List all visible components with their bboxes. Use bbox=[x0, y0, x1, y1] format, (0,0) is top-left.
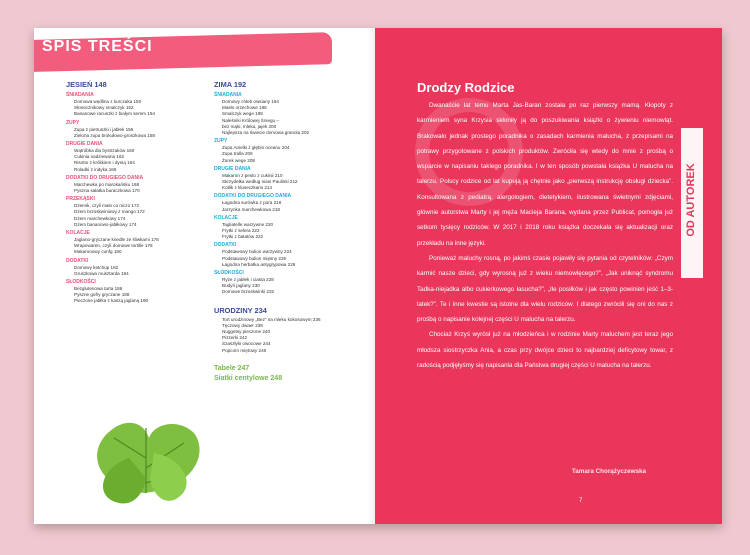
toc-entry: Roladki z indyka 166 bbox=[74, 166, 117, 172]
toc-entry: Zupa z pietruszki i jabłek 156 bbox=[74, 126, 134, 132]
toc-entry: Popcorn miętowy 246 bbox=[222, 347, 267, 353]
toc-entry: Makaron z pesto z cukinii 210 bbox=[222, 172, 283, 178]
paragraph: Chociaż Krzyś wyrósł już na młodzieńca i w rodzinie Marty maluchem jest teraz jego młodsza siostrzyczka Ania, a czas przy dwójce dzieci to najbardziej deficytowy towar, z radością podjęłyśmy się napisania dla Państwa drugiej części U malucha na talerzu. bbox=[417, 331, 673, 370]
toc-section-heading: DRUGIE DANIA bbox=[66, 141, 103, 148]
toc-entry: Szaszłyki owocowe 244 bbox=[222, 341, 271, 347]
toc-section-heading: PRZEKĄSKI bbox=[66, 196, 95, 203]
toc-entry: Dżem bananowo-jabłkowy 174 bbox=[74, 221, 137, 227]
toc-section-heading: KOLACJE bbox=[66, 230, 90, 237]
toc-entry: Jarzynka marchewkowa 218 bbox=[222, 206, 280, 212]
toc-entry: Zupa tralla 206 bbox=[222, 151, 253, 157]
toc-entry: Pieczone jabłka z kaszą jaglaną 190 bbox=[74, 298, 149, 304]
chapter-tab-label: OD AUTOREK bbox=[685, 163, 697, 237]
paragraph: Ponieważ maluchy rosną, po jakimś czasie pojawiły się pytania od czytelników: „Czym karmić nasze dzieci, gdy wyrosną już z wieku niemowlęcego?”, „Jak uniknąć syndromu Tadka-niejadka albo cukierkowego łasucha?”, „Ile posiłków i jak często powinien jeść 1–3-latek?”. Te i inne kwestie są istotne dla wielu rodziców. I dlatego zwróciłi się oni do nas z prośbą o napisanie kolejnej części U malucha na talerzu. bbox=[417, 254, 673, 324]
toc-entry: Tort urodzinowy „Bez” na mleku kokosowym 236 bbox=[222, 316, 321, 322]
toc-entry: Risotto z królikiem i dynią 164 bbox=[74, 160, 135, 166]
season-heading: ZIMA 192 bbox=[214, 80, 247, 89]
toc-section-heading: ZUPY bbox=[66, 119, 80, 126]
toc-entry: Zupa Anielki z głębin oceanu 204 bbox=[222, 145, 290, 151]
chapter-tab bbox=[681, 128, 703, 278]
toc-entry: Tęczowy dwaer 238 bbox=[222, 322, 263, 328]
season-heading: URODZINY 234 bbox=[214, 305, 267, 315]
toc-entry: Domowy ketchup 182 bbox=[74, 264, 119, 270]
season-heading: JESIEŃ 148 bbox=[66, 80, 107, 89]
toc-entry: Masło orzechowe 196 bbox=[222, 105, 267, 111]
toc-entry: Żurek wege 208 bbox=[222, 157, 255, 163]
toc-entry: Marchewka po marokańsku 168 bbox=[74, 181, 140, 187]
toc-entry: Zielona zupa brokułowo-groszkowa 158 bbox=[74, 132, 155, 138]
toc-list bbox=[214, 317, 364, 354]
right-page bbox=[375, 28, 722, 524]
page-number: 7 bbox=[579, 498, 583, 504]
toc-entry: Tagliatelle warzywne 220 bbox=[222, 221, 274, 227]
page-heading: Drodzy Rodzice bbox=[417, 80, 515, 95]
toc-section-heading: ŚNIADANIA bbox=[214, 92, 242, 98]
toc-entry: Wrapowaren, czyli domowe tortille 178 bbox=[74, 243, 153, 249]
toc-entry: Kotlik z kluseczkami 214 bbox=[222, 185, 273, 191]
toc-entry: Smalczyk wege 198 bbox=[222, 111, 263, 117]
toc-entry: Podstawowy bulion mięsny 225 bbox=[222, 255, 287, 261]
toc-entry: Domowa wędlina z kurczaka 150 bbox=[74, 99, 142, 104]
toc-column-1 bbox=[66, 80, 216, 305]
nettle-leaf-illustration bbox=[74, 398, 214, 508]
paragraph: Dwanaście lat temu Marta Jas-Baran została po raz pierwszy mamą. Kłopoty z karmieniem syna Krzysia skłoniły ją do poszukiwania książki o żywieniu niemowląt. Brakowało jednak prostego poradnika o zasadach karmienia malucha, z przepisami na potrawy przygotowane z polskich produktów. Zwróciła się wtedy do mnie z prośbą o wsparcie w napisaniu takiego poradnika. I w ten sposób powstała książka U malucha na talerzu. Polscy rodzice od lat kupują ją chętnie jako „pierwszą instrukcję obsługi dziecka”. Konsultowana z pediatrą, alergologiem, dietetykiem, ilustrowana świetnymi zdjęciami, głównie autorstwa Marty i jej męża Macieja Barana, wydana przez Publicat, pomogła już setkom tysięcy rodziców. W 2017 i 2018 roku książka doczekała się aktualizacji oraz przekładu na inne języki. bbox=[417, 102, 673, 247]
toc-entry: Makaronowy cunfg 180 bbox=[74, 249, 122, 255]
toc-section-heading: KOLACJE bbox=[214, 214, 238, 221]
book-spread bbox=[34, 28, 722, 524]
toc-entry: Domowe brzoskwinki 232 bbox=[222, 289, 275, 295]
toc-section-heading: ŚNIADANIA bbox=[66, 92, 94, 98]
toc-entry: Podstawowy bulion warzywny 224 bbox=[222, 249, 292, 255]
toc-entry: Bezglutenowa tarta 186 bbox=[74, 286, 123, 292]
toc-entry: Dżem brzoskwiniowy z mango 172 bbox=[74, 209, 145, 215]
left-page bbox=[34, 28, 375, 524]
toc-list bbox=[66, 92, 216, 305]
toc-entry: Nuggetsy pieczone 240 bbox=[222, 329, 271, 335]
toc-entry: Łagodna herbatka antygrypowa 226 bbox=[222, 261, 296, 267]
toc-entry: Naleśniki Królowej Śniegu – bbox=[222, 117, 279, 123]
toc-entry: Jaglano-gryczane knedle ze śliwkami 176 bbox=[74, 237, 159, 243]
toc-entry: Frytki z selera 222 bbox=[222, 228, 260, 234]
toc-entry: Domowy chleb owsiany 194 bbox=[222, 99, 279, 104]
toc-section-heading: DODATKI DO DRUGIEGO DANIA bbox=[66, 174, 144, 181]
toc-entry: Łagodna surówka z pora 216 bbox=[222, 200, 282, 206]
toc-entry: Ryże z jabłek i ciasta 228 bbox=[222, 277, 274, 283]
toc-entry: bez mąki, mleka, jajek 200 bbox=[222, 123, 277, 129]
toc-section-heading: ZUPY bbox=[214, 138, 228, 145]
toc-section-heading: DODATKI bbox=[66, 257, 89, 264]
toc-entry: Budyń jaglany 230 bbox=[222, 283, 260, 289]
toc-entry: Pyszna sałatka buraczkowa 170 bbox=[74, 188, 140, 194]
toc-tail: Tabele 247 bbox=[214, 364, 250, 372]
signature: Tamara Chorążyczewska bbox=[571, 468, 646, 475]
toc-entry: Frytki z batatów 222 bbox=[222, 234, 264, 240]
toc-entry: Słonecznikowy smalczyk 152 bbox=[74, 105, 134, 111]
toc-list bbox=[214, 92, 364, 296]
toc-section-heading: SŁODKOŚCI bbox=[214, 270, 244, 277]
toc-section-heading: DODATKI DO DRUGIEGO DANIA bbox=[214, 193, 292, 200]
body-text bbox=[417, 98, 673, 373]
toc-section-heading: DODATKI bbox=[214, 242, 237, 249]
toc-entry: Dżemik, czyli mało co niczo 172 bbox=[74, 203, 140, 209]
toc-entry: Pyszne gofry gryczane 188 bbox=[74, 292, 130, 298]
toc-entry: Cukinia nadziewana 162 bbox=[74, 154, 125, 160]
toc-title: SPIS TREŚCI bbox=[42, 38, 153, 55]
toc-column-2 bbox=[214, 80, 364, 384]
toc-entry: Bananowe racuszki z białym serem 154 bbox=[74, 111, 155, 117]
toc-section-heading: SŁODKOŚCI bbox=[66, 279, 96, 286]
toc-entry: Skrzydełka według niani Paulinki 212 bbox=[222, 179, 298, 185]
toc-tail: Siatki centylowe 248 bbox=[214, 374, 283, 382]
toc-entry: Wątróbka dla bystrzaków 160 bbox=[74, 148, 135, 154]
toc-section-heading: DRUGIE DANIA bbox=[214, 165, 251, 172]
toc-entry: Pizzerki 242 bbox=[222, 335, 248, 341]
toc-entry: Najlepsza na świecie domowa granola 202 bbox=[222, 130, 310, 136]
toc-entry: Dżem marchewkowy 174 bbox=[74, 215, 126, 221]
toc-entry: Gruszkowa musztarda 184 bbox=[74, 270, 129, 276]
